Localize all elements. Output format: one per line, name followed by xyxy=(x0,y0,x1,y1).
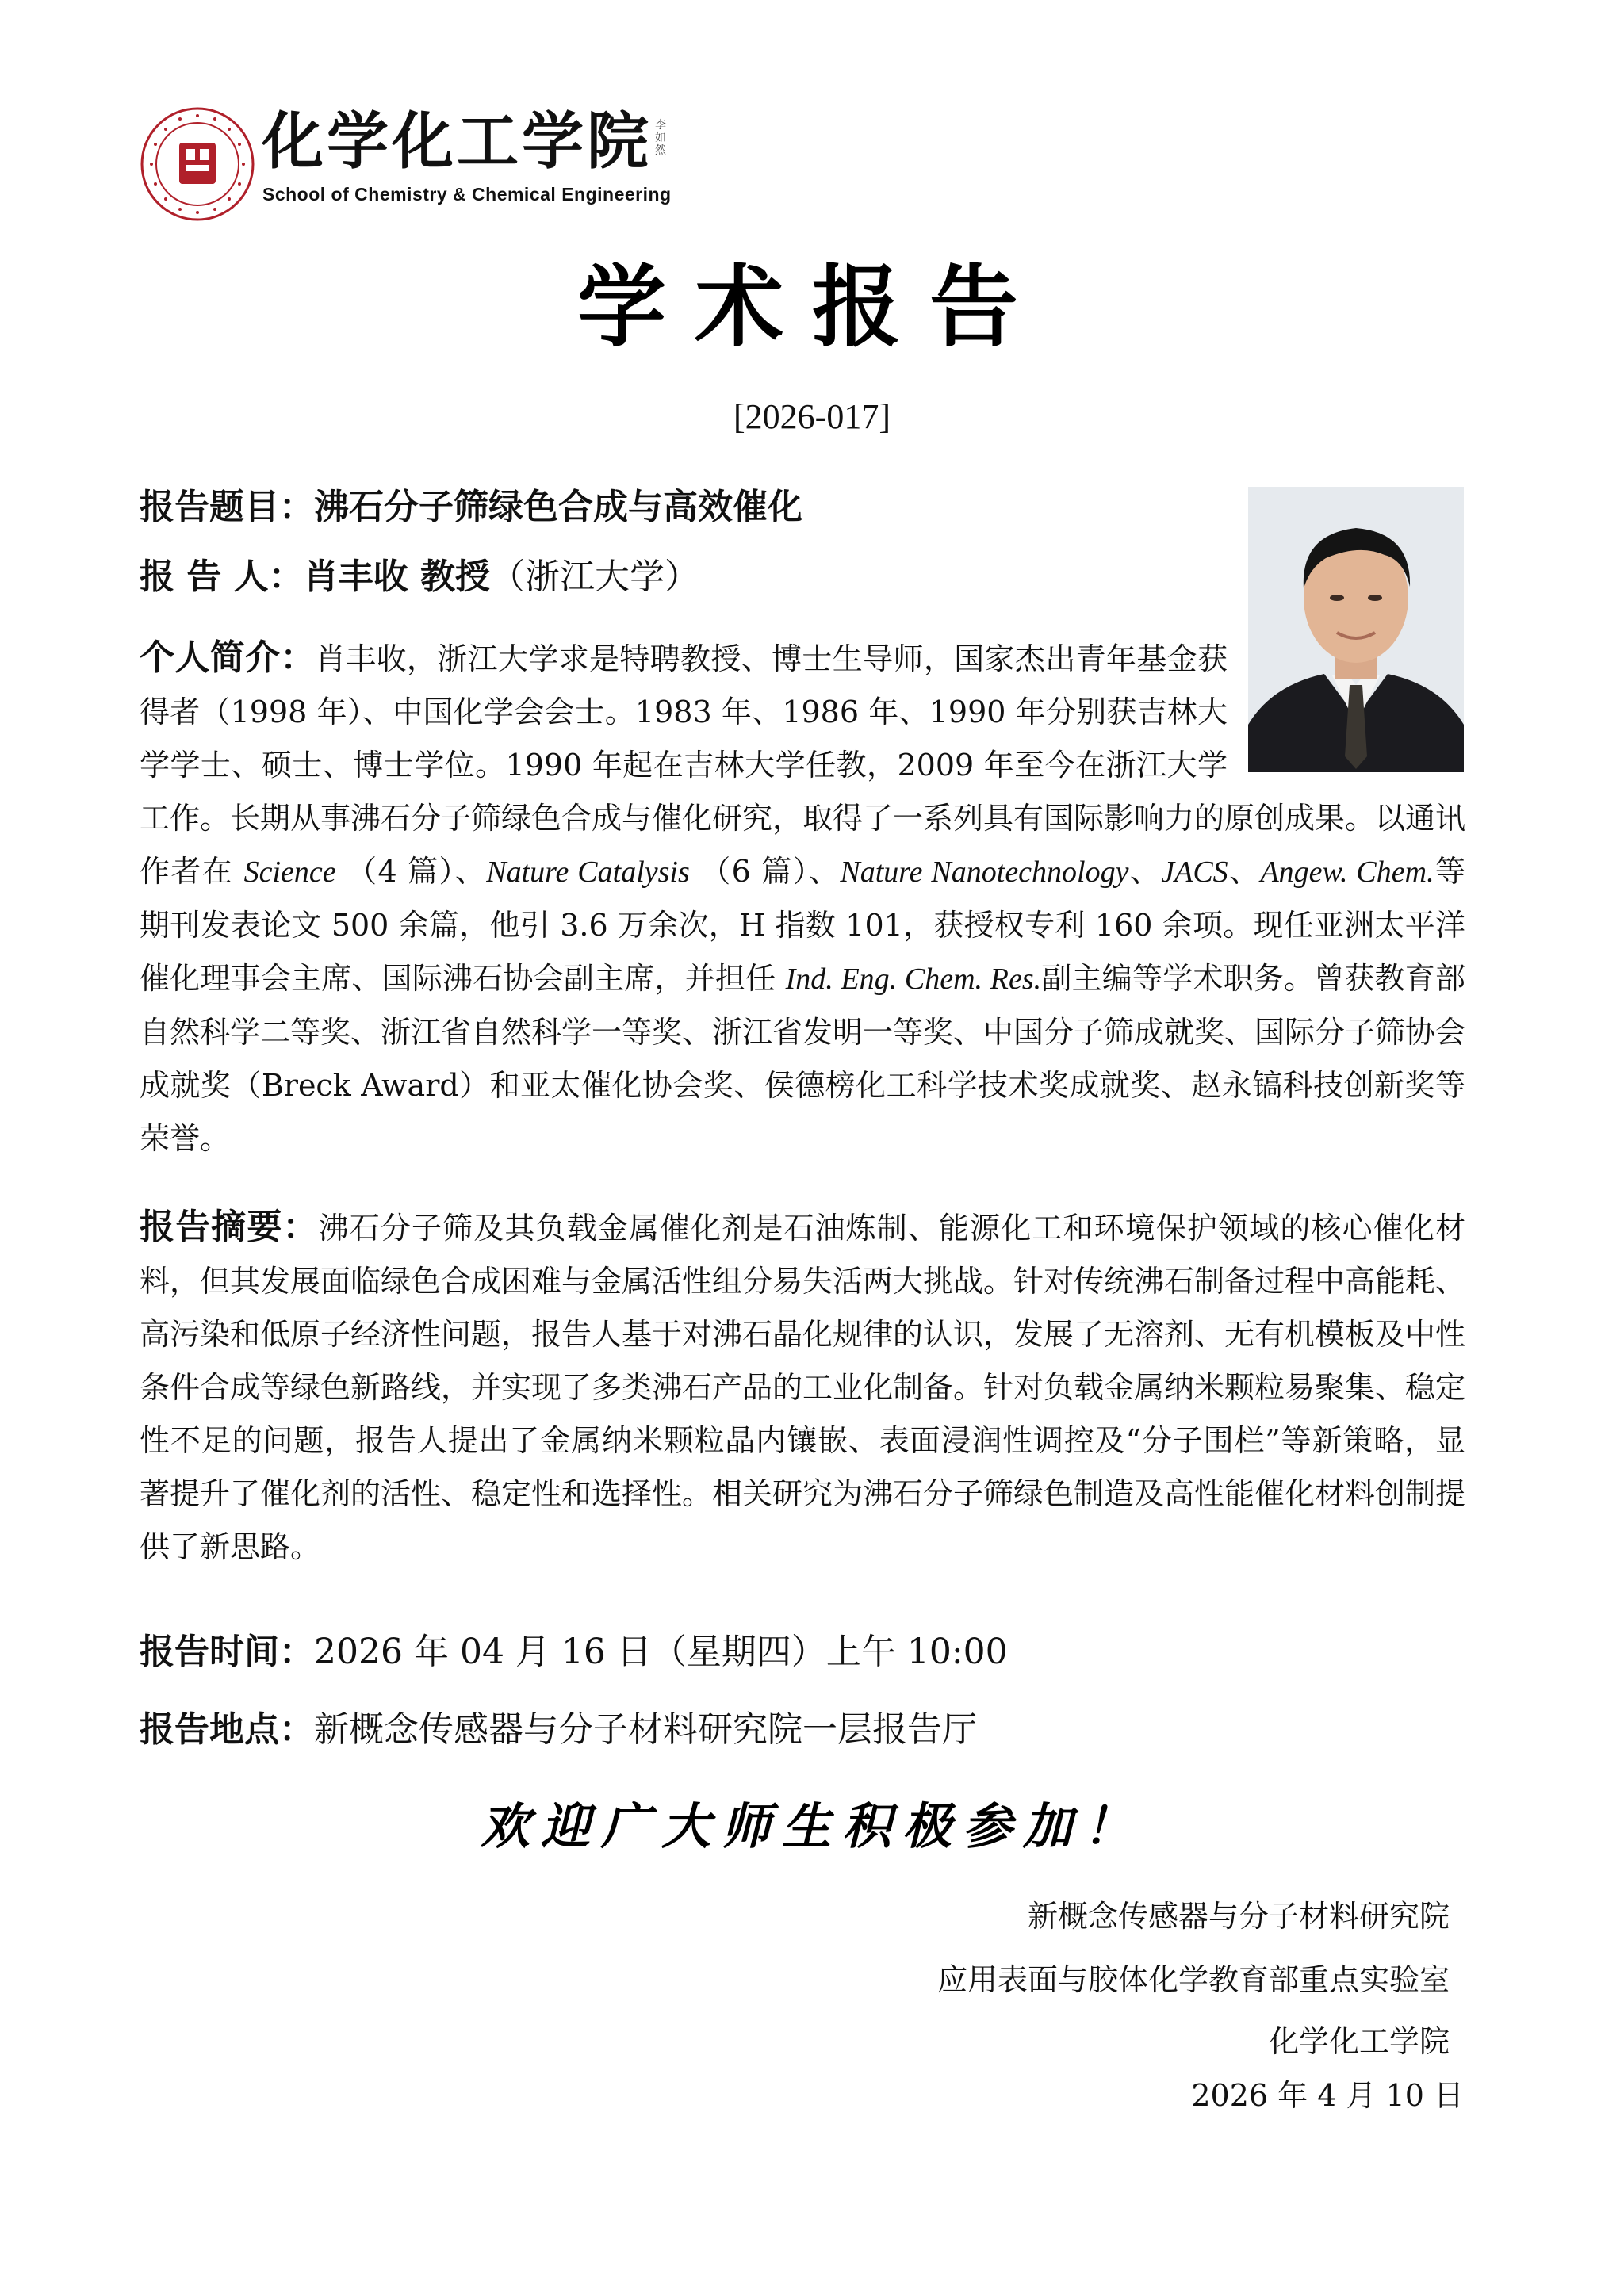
speaker-affiliation: （浙江大学） xyxy=(489,557,699,597)
speaker-label: 报 告 人： xyxy=(140,557,304,597)
institution-name-cn: 化学化工学院 xyxy=(262,106,653,178)
school-seal-logo xyxy=(140,106,255,222)
topic-label: 报告题目： xyxy=(140,487,314,527)
location-value: 新概念传感器与分子材料研究院一层报告厅 xyxy=(314,1709,977,1750)
bio-journal-name: Ind. Eng. Chem. Res. xyxy=(785,962,1042,996)
welcome-message: 欢迎广大师生积极参加！ xyxy=(480,1797,1143,1855)
report-location xyxy=(140,1709,977,1750)
abstract-label: 报告摘要： xyxy=(140,1207,319,1247)
bio-journal-name: Angew. Chem. xyxy=(1260,855,1434,889)
time-label: 报告时间： xyxy=(140,1632,314,1672)
signature-org-2: 应用表面与胶体化学教育部重点实验室 xyxy=(936,1962,1450,1997)
signature-date: 2026 年 4 月 10 日 xyxy=(1191,2078,1464,2113)
bio-text-segment: （6 篇）、 xyxy=(689,854,841,889)
bio-text-segment: 、 xyxy=(1228,854,1261,889)
signature-org-3: 化学化工学院 xyxy=(1268,2024,1450,2059)
bio-text-segment: 肖丰收，浙江大学求是特聘教授、博士生导师，国家杰出青年基金获得者（1998 年）、中国化学会会士。1983 年、1986 年、1990 年分别获吉林大学学士、硕士、博士学位。1990 年起在吉林大学任教，2009 年至今在浙江大学工作。长期从事沸石分子筛绿色合成与催化研究，取得了一系列具有国际影响力的原创成果。以通讯作者在 xyxy=(140,641,1466,889)
bio-text-segment: 副主编等学术职务。曾获教育部自然科学二等奖、浙江省自然科学一等奖、浙江省发明一等奖、中国分子筛成就奖、国际分子筛协会成就奖（Breck Award）和亚太催化协会奖、侯德榜化工科学技术奖成就奖、赵永镐科技创新奖等荣誉。 xyxy=(140,961,1466,1156)
speaker-bio xyxy=(140,631,1465,1165)
speaker-name: 肖丰收 教授 xyxy=(303,557,490,597)
report-abstract xyxy=(140,1200,1465,1574)
report-number: [2026-017] xyxy=(733,397,891,436)
bio-journal-name: Nature Catalysis xyxy=(486,855,690,889)
bio-journal-name: JACS xyxy=(1161,855,1228,889)
institution-name-en: School of Chemistry & Chemical Engineering xyxy=(262,184,672,205)
bio-text-segment: 、 xyxy=(1128,854,1162,889)
bio-text-segment: 等期刊发表论文 500 余篇，他引 3.6 万余次，H 指数 101，获授权专利 160 余项。现任亚洲太平洋催化理事会主席、国际沸石协会副主席，并担任 xyxy=(140,854,1465,996)
bio-journal-name: Nature Nanotechnology xyxy=(840,855,1129,889)
bio-label: 个人简介： xyxy=(140,637,316,678)
bio-text-segment: （4 篇）、 xyxy=(335,854,487,889)
report-time xyxy=(140,1632,1008,1672)
bio-photo-spacer xyxy=(1228,631,1465,780)
location-label: 报告地点： xyxy=(140,1709,314,1750)
bio-journal-name: Science xyxy=(243,855,336,889)
time-value: 2026 年 04 月 16 日（星期四）上午 10:00 xyxy=(314,1632,1008,1672)
report-speaker xyxy=(140,557,699,597)
abstract-text: 沸石分子筛及其负载金属催化剂是石油炼制、能源化工和环境保护领域的核心催化材料，但其发展面临绿色合成困难与金属活性组分易失活两大挑战。针对传统沸石制备过程中高能耗、高污染和低原子经济性问题，报告人基于对沸石晶化规律的认识，发展了无溶剂、无有机模板及中性条件合成等绿色新路线，并实现了多类沸石产品的工业化制备。针对负载金属纳米颗粒易聚集、稳定性不足的问题，报告人提出了金属纳米颗粒晶内镶嵌、表面浸润性调控及“分子围栏”等新策略，显著提升了催化剂的活性、稳定性和选择性。相关研究为沸石分子筛绿色制造及高性能催化材料创制提供了新思路。 xyxy=(140,1211,1466,1564)
report-topic xyxy=(140,487,802,527)
calligraphy-signature: 李如然 xyxy=(655,119,666,157)
page-title: 学术报告 xyxy=(577,255,1047,359)
topic-value: 沸石分子筛绿色合成与高效催化 xyxy=(314,487,802,527)
signature-org-1: 新概念传感器与分子材料研究院 xyxy=(1027,1899,1450,1934)
